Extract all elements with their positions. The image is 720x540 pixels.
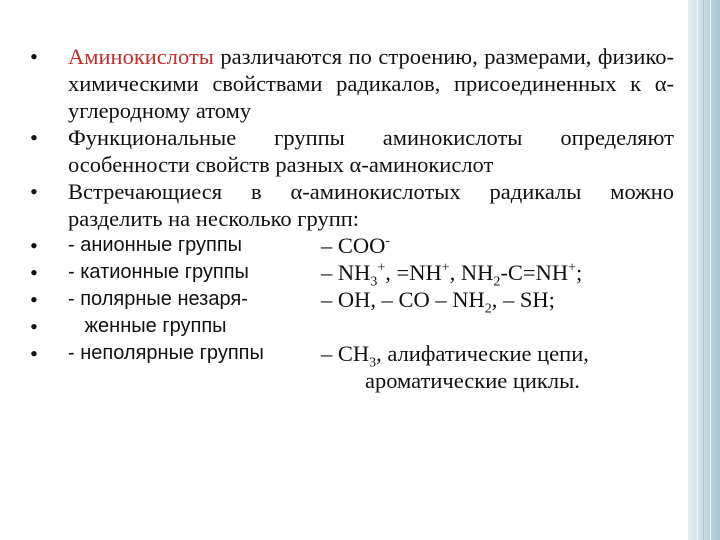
group-formula: – $NH_3^+$, =NH+, $NH_2-C=NH^+$; [321,260,583,290]
paragraph-functional-groups: Функциональные группы аминокислоты определяют особенности свойств разных α-аминокислот [68,125,674,177]
band-streak [710,0,711,540]
bullet-item-3 [24,178,674,232]
bullet-icon: • [30,314,38,339]
group-row-nonpolar [24,340,674,371]
paragraph-text: различаются по строению, размерами, физико-химическими свойствами радикалов, присоединенных к α-углеродному атому [68,44,674,123]
group-row-anionic [24,232,674,259]
bullet-item-1 [24,43,674,124]
group-label: женные группы [68,315,227,337]
group-row-polar [24,286,674,317]
bullet-icon: • [30,179,38,204]
group-label: - полярные незаря- [68,288,248,310]
band-streak [703,0,704,540]
slide-content [24,43,674,394]
bullet-icon: • [30,260,38,285]
group-formula: – $CH_3$, алифатические цепи, [321,341,589,371]
group-row-polar-continued [24,313,674,340]
bullet-icon: • [30,125,38,150]
group-formula: – OH, – CO – $NH_2$, – SH; [321,287,555,317]
bullet-item-2 [24,124,674,178]
group-formula-continuation: ароматические циклы. [365,368,580,393]
group-row-cationic [24,259,674,290]
bullet-icon: • [30,341,38,366]
bullet-icon: • [30,233,38,258]
paragraph-radical-groups: Встречающиеся в α-аминокислотых радикалы можно разделить на несколько групп: [68,179,674,231]
group-label: - анионные группы [68,234,243,256]
paragraph-amino-acids [68,43,674,124]
group-formula: – COO- [321,233,391,258]
band-streak [697,0,698,540]
bullet-icon: • [30,287,38,312]
group-label: - катионные группы [68,261,249,283]
highlighted-term: Аминокислоты [68,44,214,69]
group-label: - неполярные группы [68,342,264,364]
group-row-nonpolar-continuation [24,367,674,394]
decorative-side-band [688,0,720,540]
bullet-icon: • [30,44,38,69]
